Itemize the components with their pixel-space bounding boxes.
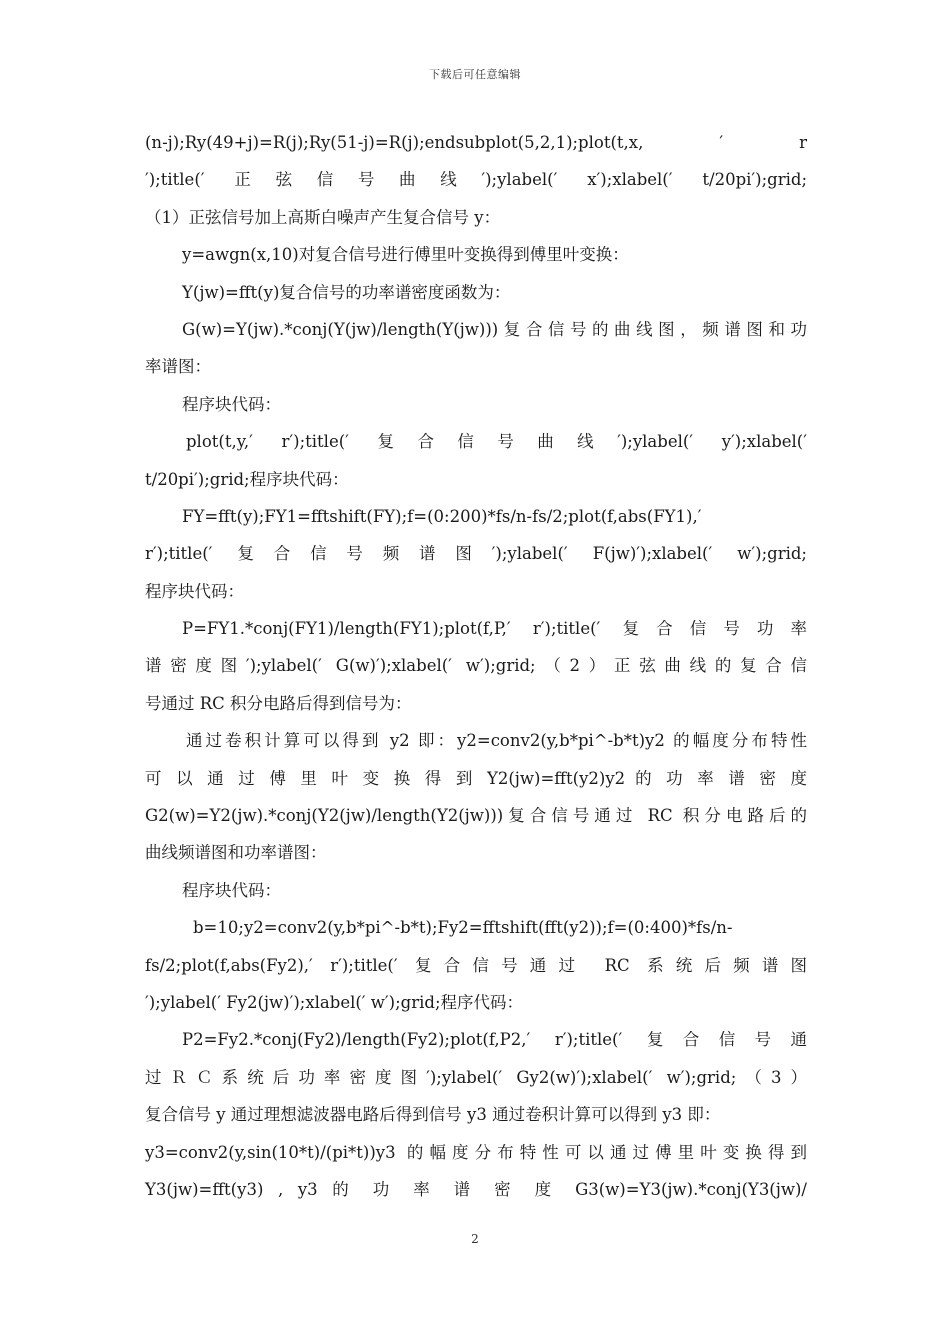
page-number: 2 xyxy=(471,1232,479,1246)
text-line: ′);ylabel(′ Fy2(jw)′);xlabel(′ w′);grid;程序代码： xyxy=(145,992,524,1012)
text-line: ′);title(′ 正弦信号曲线′);ylabel(′ x′);xlabel(′ t/20pi′);grid; xyxy=(145,170,807,190)
text-line: plot(t,y,′ r′);title(′ 复合信号曲线′);ylabel(′ y′);xlabel(′ xyxy=(186,432,807,452)
text-line: (n-j);Ry(49+j)=R(j);Ry(51-j)=R(j);endsubplot(5,2,1);plot(t,x, ′ r xyxy=(145,133,807,152)
text-line: 可 以 通 过 傅 里 叶 变 换 得 到 Y2(jw)=fft(y2)y2 的 功 率 谱 密 度 xyxy=(145,768,807,788)
text-line: fs/2;plot(f,abs(Fy2),′ r′);title(′ 复合信号通过 RC 系统后频谱图 xyxy=(145,955,807,975)
page-header: 下载后可任意编辑 xyxy=(429,68,521,81)
text-line: y=awgn(x,10)对复合信号进行傅里叶变换得到傅里叶变换： xyxy=(182,245,629,265)
text-line: t/20pi′);grid;程序块代码： xyxy=(145,469,349,489)
body-text xyxy=(145,124,807,1208)
text-line: r′);title(′ 复合信号频谱图′);ylabel(′ F(jw)′);xlabel(′ w′);grid; xyxy=(145,544,807,564)
text-line: 程序块代码： xyxy=(182,394,281,414)
text-line: 复合信号 y 通过理想滤波器电路后得到信号 y3 通过卷积计算可以得到 y3 即： xyxy=(145,1105,721,1125)
text-line: G2(w)=Y2(jw).*conj(Y2(jw)/length(Y2(jw)))复合信号通过 RC 积分电路后的 xyxy=(145,806,807,826)
text-line: P=FY1.*conj(FY1)/length(FY1);plot(f,P,′ r′);title(′ 复合信号功率 xyxy=(182,619,807,639)
text-line: b=10;y2=conv2(y,b*pi^-b*t);Fy2=fftshift(fft(y2));f=(0:400)*fs/n- xyxy=(193,918,733,938)
text-line: 谱密度图′);ylabel(′ G(w)′);xlabel(′ w′);grid;（2）正弦曲线的复合信 xyxy=(145,656,807,676)
text-line: 程序块代码： xyxy=(182,880,281,900)
text-line: Y(jw)=fft(y)复合信号的功率谱密度函数为： xyxy=(182,282,511,302)
text-line: 通过卷积计算可以得到 y2 即：y2=conv2(y,b*pi^-b*t)y2 的幅度分布特性 xyxy=(186,731,807,751)
text-line: 过ＲＣ系统后功率密度图′);ylabel(′ Gy2(w)′);xlabel(′ w′);grid;（3） xyxy=(145,1067,807,1087)
text-line: 号通过 RC 积分电路后得到信号为： xyxy=(145,693,412,713)
text-line: （1）正弦信号加上高斯白噪声产生复合信号 y： xyxy=(145,207,501,227)
text-line: 程序块代码： xyxy=(145,581,244,601)
text-line: y3=conv2(y,sin(10*t)/(pi*t))y3 的幅度分布特性可以通过傅里叶变换得到 xyxy=(145,1142,807,1162)
text-line: P2=Fy2.*conj(Fy2)/length(Fy2);plot(f,P2,′ r′);title(′ 复合信号通 xyxy=(182,1030,807,1050)
text-line: FY=fft(y);FY1=fftshift(FY);f=(0:200)*fs/n-fs/2;plot(f,abs(FY1),′ xyxy=(182,506,702,526)
text-line: Y3(jw)=fft(y3) , y3 的 功 率 谱 密 度 G3(w)=Y3(jw).*conj(Y3(jw)/ xyxy=(145,1179,807,1199)
text-line: 曲线频谱图和功率谱图： xyxy=(145,843,327,863)
text-line: 率谱图： xyxy=(145,357,211,377)
text-line: G(w)=Y(jw).*conj(Y(jw)/length(Y(jw)))复合信号的曲线图，频谱图和功 xyxy=(182,319,807,339)
